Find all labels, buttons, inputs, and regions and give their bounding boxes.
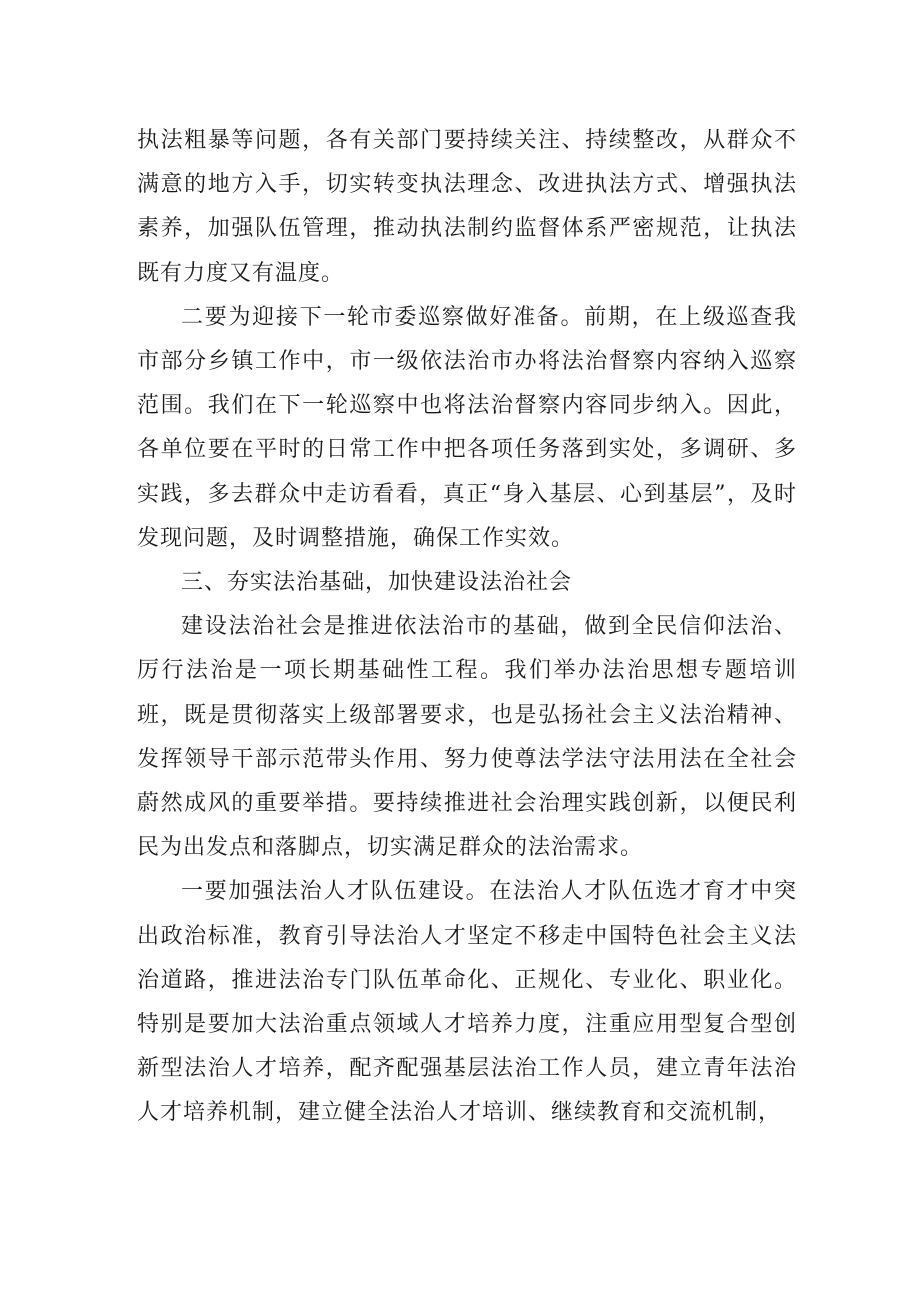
paragraph-rule-of-law-society: 建设法治社会是推进依法治市的基础，做到全民信仰法治、厉行法治是一项长期基础性工程。我们举办法治思想专题培训班，既是贯彻落实上级部署要求，也是弘扬社会主义法治精神、发挥领导干部示范带头作用、努力使尊法学法守法用法在全社会蔚然成风的重要举措。要持续推进社会治理实践创新，以便民利民为出发点和落脚点，切实满足群众的法治需求。 [137,614,797,861]
paragraph-second-requirement: 二要为迎接下一轮市委巡察做好准备。前期，在上级巡查我市部分乡镇工作中，市一级依法治市办将法治督察内容纳入巡察范围。我们在下一轮巡察中也将法治督察内容同步纳入。因此，各单位要在平时的日常工作中把各项任务落到实处，多调研、多实践，多去群众中走访看看，真正“身入基层、心到基层”，及时发现问题，及时调整措施，确保工作实效。 [137,304,797,551]
paragraph-continued: 执法粗暴等问题，各有关部门要持续关注、持续整改，从群众不满意的地方入手，切实转变执法理念、改进执法方式、增强执法素养，加强队伍管理，推动执法制约监督体系严密规范，让执法既有力度又有温度。 [137,128,797,286]
section-heading-three: 三、夯实法治基础，加快建设法治社会 [181,570,573,596]
document-body [137,119,797,1136]
paragraph-first-requirement: 一要加强法治人才队伍建设。在法治人才队伍选才育才中突出政治标准，教育引导法治人才坚定不移走中国特色社会主义法治道路，推进法治专门队伍革命化、正规化、专业化、职业化。特别是要加大法治重点领域人才培养力度，注重应用型复合型创新型法治人才培养，配齐配强基层法治工作人员，建立青年法治人才培养机制，建立健全法治人才培训、继续教育和交流机制， [137,879,797,1126]
